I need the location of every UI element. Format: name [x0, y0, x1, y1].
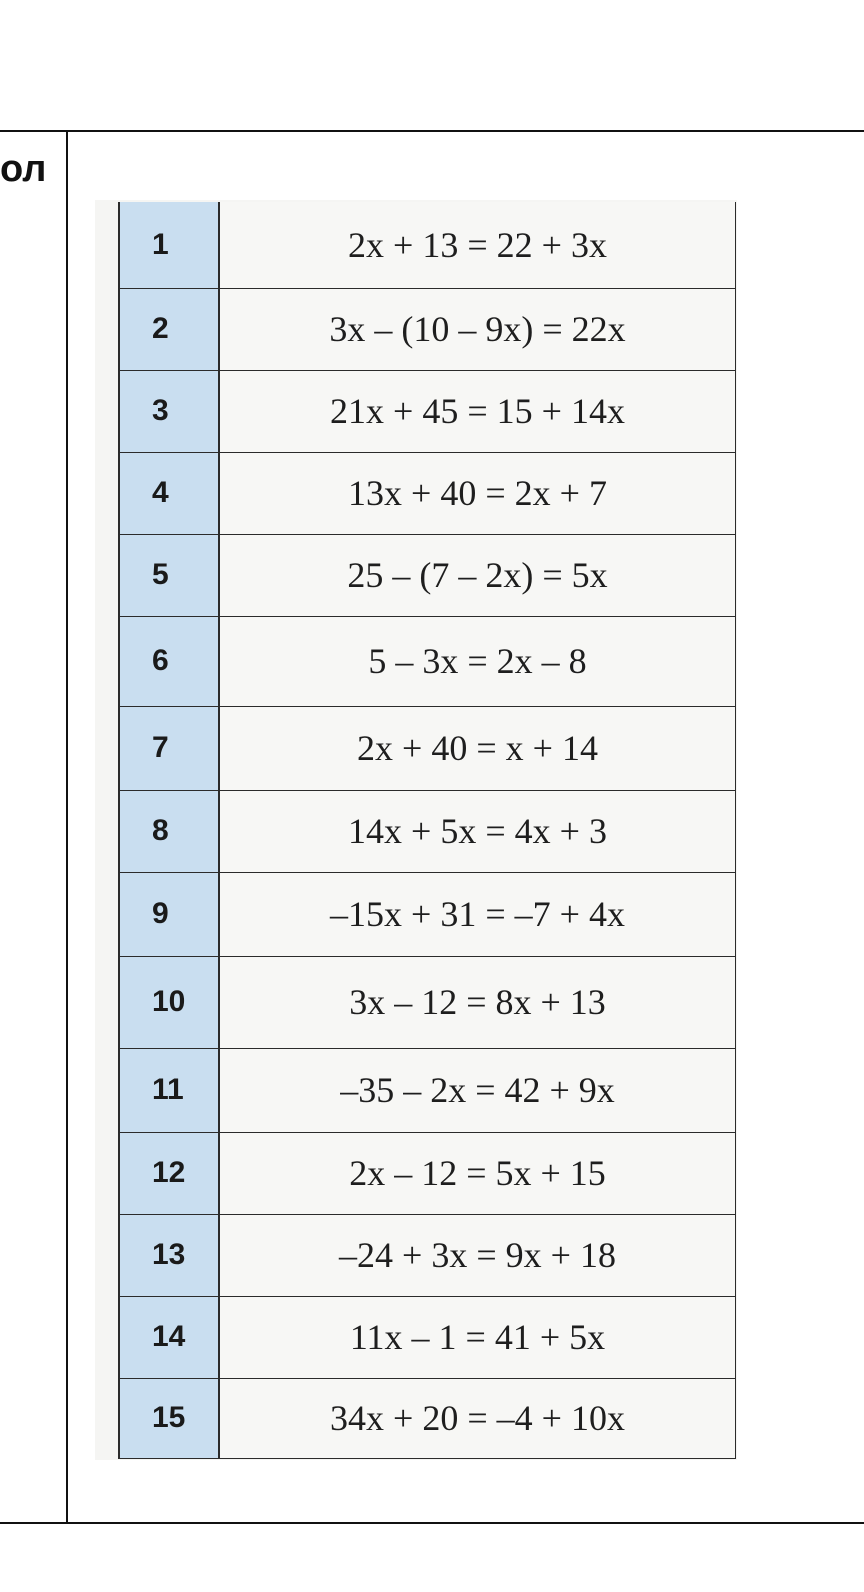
table-row	[119, 616, 736, 706]
equations-table	[118, 202, 736, 1459]
equation: 25 – (7 – 2x) = 5x	[219, 534, 736, 616]
table-row	[119, 452, 736, 534]
equation: –24 + 3x = 9x + 18	[219, 1214, 736, 1296]
equation: 21x + 45 = 15 + 14x	[219, 370, 736, 452]
table-row	[119, 956, 736, 1048]
table-row	[119, 288, 736, 370]
equation: 5 – 3x = 2x – 8	[219, 616, 736, 706]
equation: 2x + 40 = x + 14	[219, 706, 736, 790]
row-number: 10	[119, 956, 219, 1048]
row-number: 11	[119, 1048, 219, 1132]
left-column-label: ол	[0, 148, 47, 190]
table-row	[119, 1214, 736, 1296]
row-number: 12	[119, 1132, 219, 1214]
row-number: 15	[119, 1378, 219, 1458]
frame-column-divider	[66, 130, 68, 1524]
table-row	[119, 790, 736, 872]
equation: 13x + 40 = 2x + 7	[219, 452, 736, 534]
frame-top-border	[0, 130, 864, 132]
row-number: 9	[119, 872, 219, 956]
row-number: 5	[119, 534, 219, 616]
table-row	[119, 202, 736, 288]
row-number: 6	[119, 616, 219, 706]
table-row	[119, 534, 736, 616]
equation: –35 – 2x = 42 + 9x	[219, 1048, 736, 1132]
row-number: 8	[119, 790, 219, 872]
equation: 3x – (10 – 9x) = 22x	[219, 288, 736, 370]
row-number: 2	[119, 288, 219, 370]
table-row	[119, 872, 736, 956]
row-number: 7	[119, 706, 219, 790]
equation: 11x – 1 = 41 + 5x	[219, 1296, 736, 1378]
frame-bottom-border	[0, 1522, 864, 1524]
row-number: 13	[119, 1214, 219, 1296]
equation: –15x + 31 = –7 + 4x	[219, 872, 736, 956]
equation: 34x + 20 = –4 + 10x	[219, 1378, 736, 1458]
table-row	[119, 1048, 736, 1132]
equation: 2x – 12 = 5x + 15	[219, 1132, 736, 1214]
row-number: 1	[119, 202, 219, 288]
table-row	[119, 1132, 736, 1214]
equation: 14x + 5x = 4x + 3	[219, 790, 736, 872]
equation: 3x – 12 = 8x + 13	[219, 956, 736, 1048]
table-row	[119, 1296, 736, 1378]
row-number: 14	[119, 1296, 219, 1378]
table-row	[119, 706, 736, 790]
row-number: 3	[119, 370, 219, 452]
row-number: 4	[119, 452, 219, 534]
equation: 2x + 13 = 22 + 3x	[219, 202, 736, 288]
table-row	[119, 1378, 736, 1458]
table-row	[119, 370, 736, 452]
